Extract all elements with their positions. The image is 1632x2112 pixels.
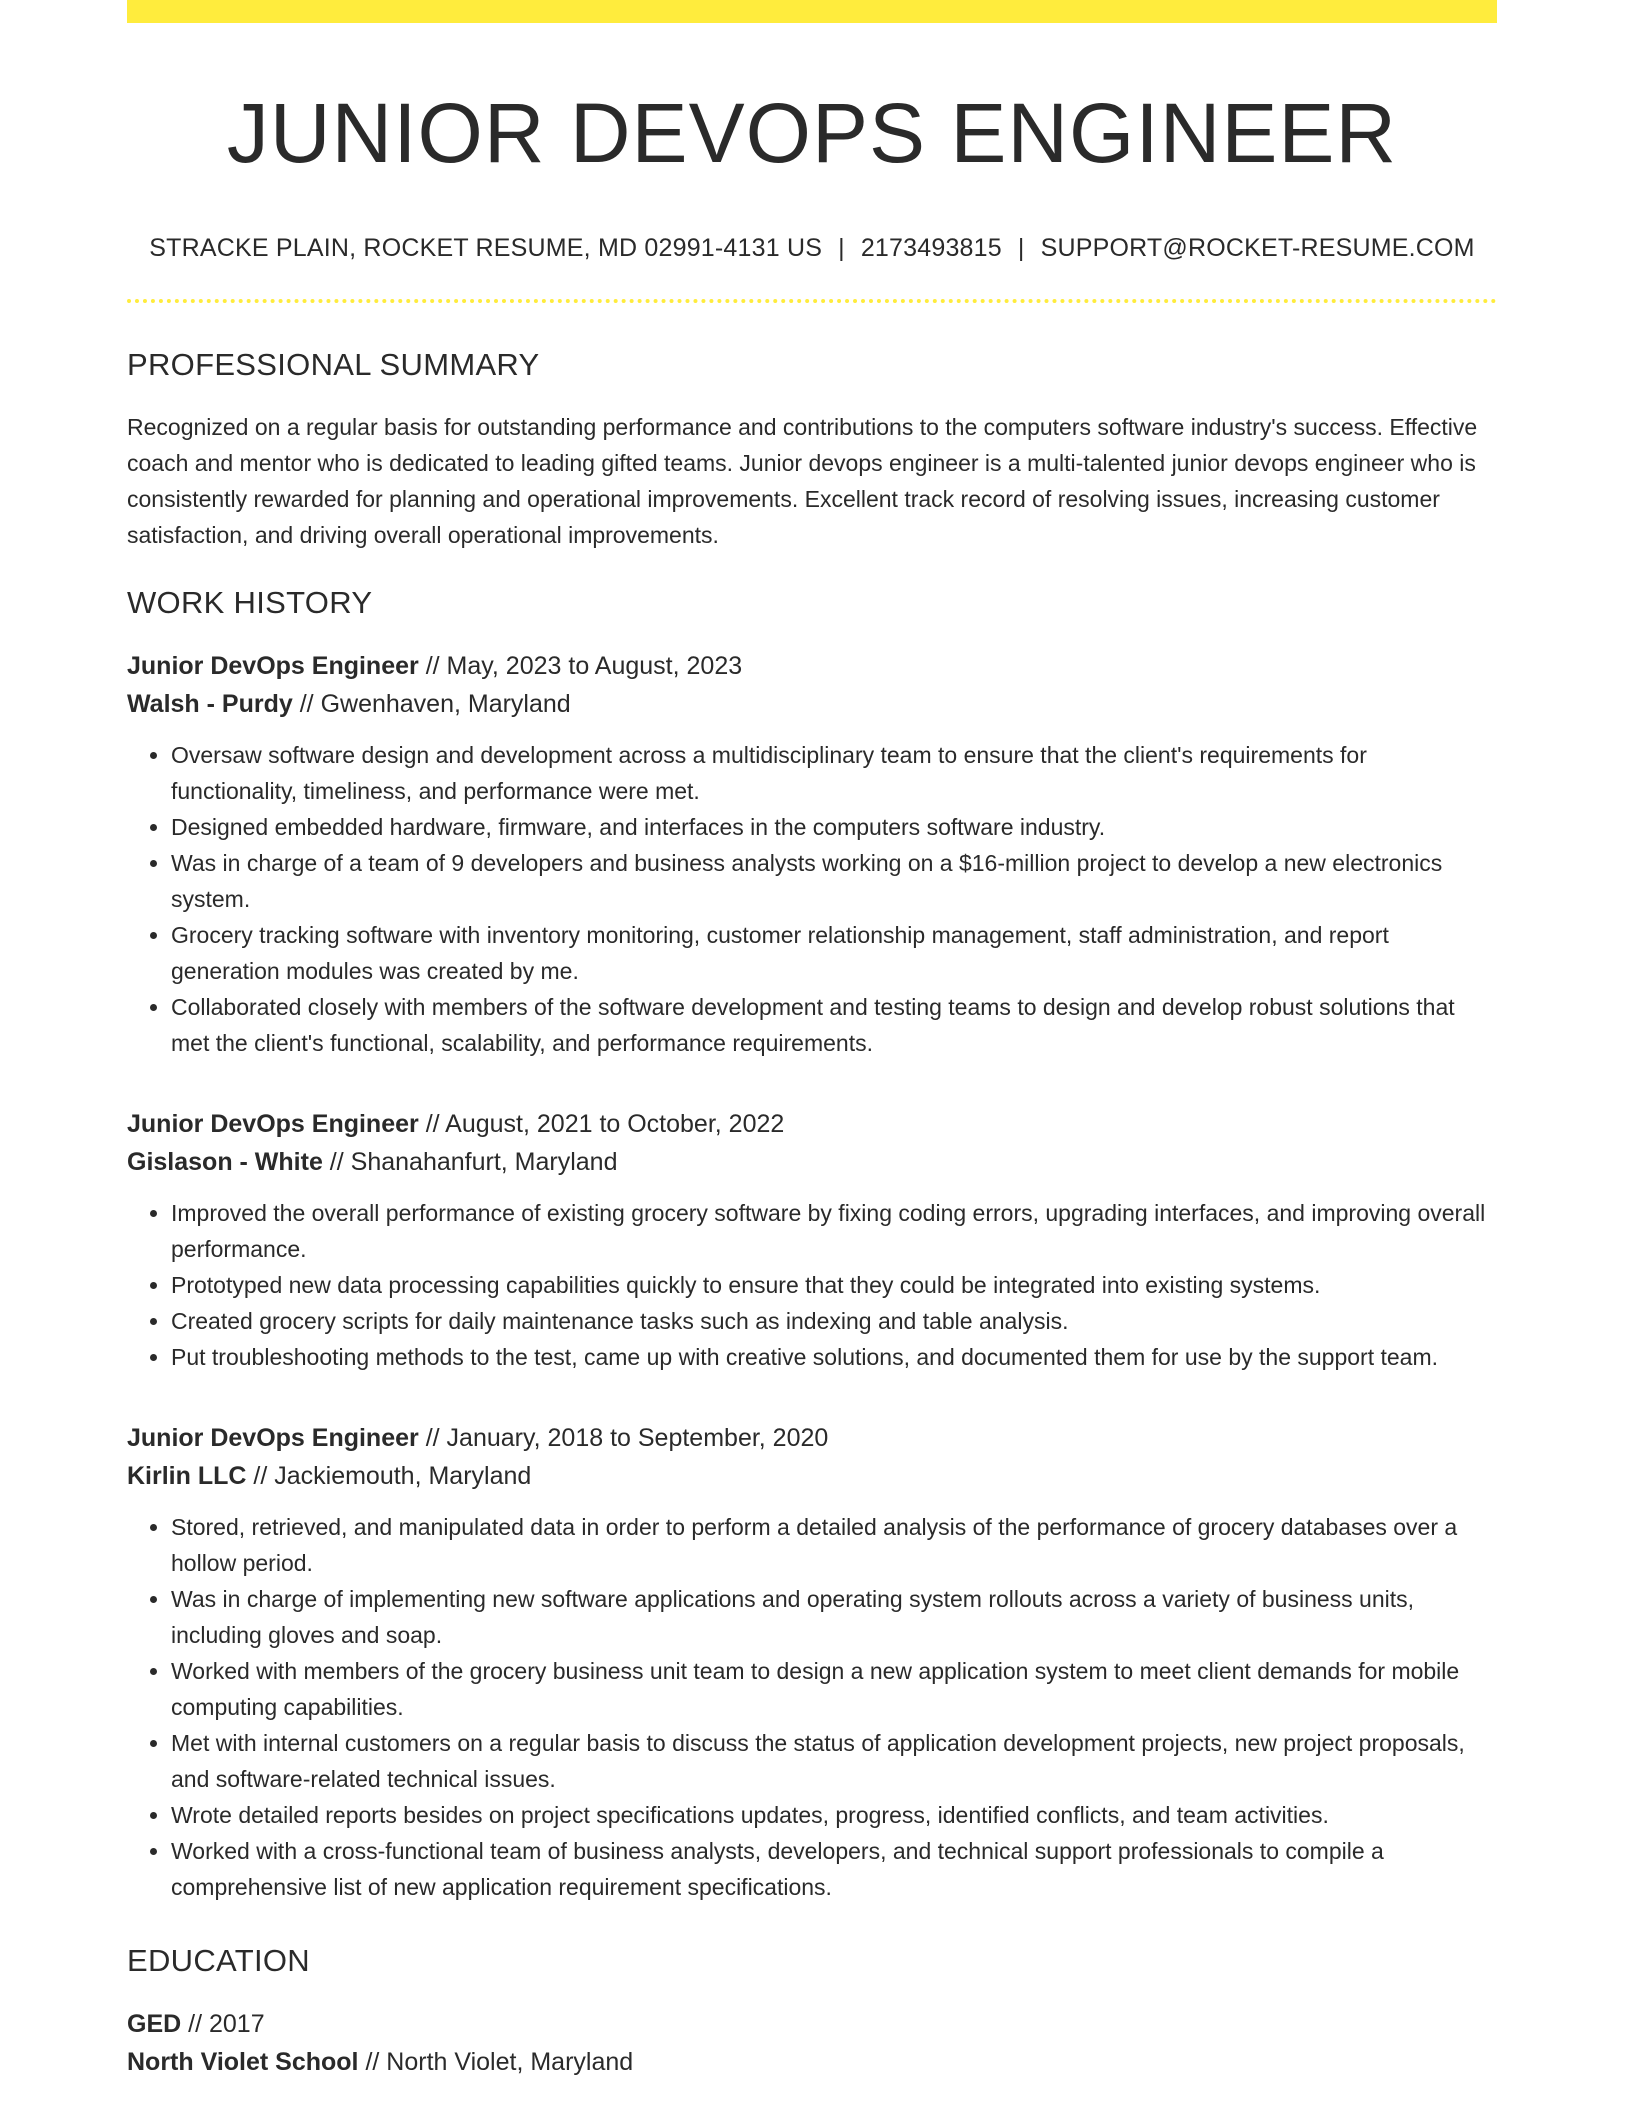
education-school: North Violet School <box>127 2047 359 2076</box>
job-entry <box>127 1105 1497 1375</box>
delimiter: // <box>322 1147 351 1176</box>
list-item: • Prototyped new data processing capabilities quickly to ensure that they could be integrated into existing systems. <box>171 1267 1497 1303</box>
contact-email: SUPPORT@ROCKET-RESUME.COM <box>1040 233 1475 262</box>
contact-phone: 2173493815 <box>860 233 1002 262</box>
job-location: Jackiemouth, Maryland <box>274 1461 532 1490</box>
top-accent-bar <box>127 0 1497 23</box>
list-item: • Met with internal customers on a regular basis to discuss the status of application development projects, new project proposals, and software-related technical issues. <box>171 1725 1497 1797</box>
education-school-line <box>127 2043 1497 2081</box>
section-title-education: EDUCATION <box>127 1942 310 1978</box>
list-item: • Put troubleshooting methods to the test, came up with creative solutions, and documented them for use by the support team. <box>171 1339 1497 1375</box>
delimiter: // <box>418 1109 446 1138</box>
job-company: Walsh - Purdy <box>127 689 293 718</box>
job-role-line <box>127 647 1497 685</box>
contact-separator: | <box>1017 233 1025 262</box>
list-item: • Wrote detailed reports besides on project specifications updates, progress, identified conflicts, and team activities. <box>171 1797 1497 1833</box>
job-company-line <box>127 1143 1497 1181</box>
resume-page <box>127 0 1497 2081</box>
job-bullets <box>127 1195 1497 1375</box>
job-dates: May, 2023 to August, 2023 <box>446 651 743 680</box>
list-item: • Grocery tracking software with inventory monitoring, customer relationship management, staff administration, and report generation modules was created by me. <box>171 917 1497 989</box>
list-item: • Was in charge of a team of 9 developers and business analysts working on a $16-million project to develop a new electronics system. <box>171 845 1497 917</box>
job-entry <box>127 1419 1497 1905</box>
list-item: • Worked with a cross-functional team of business analysts, developers, and technical support professionals to compile a comprehensive list of new application requirement specifications. <box>171 1833 1497 1905</box>
education-year: 2017 <box>208 2009 265 2038</box>
dotted-divider <box>127 299 1497 303</box>
job-role: Junior DevOps Engineer <box>127 1423 419 1452</box>
delimiter: // <box>181 2009 209 2038</box>
job-location: Gwenhaven, Maryland <box>320 689 571 718</box>
list-item: • Stored, retrieved, and manipulated data in order to perform a detailed analysis of the performance of grocery databases over a hollow period. <box>171 1509 1497 1581</box>
list-item: • Was in charge of implementing new software applications and operating system rollouts across a variety of business units, including gloves and soap. <box>171 1581 1497 1653</box>
delimiter: // <box>246 1461 275 1490</box>
job-company: Kirlin LLC <box>127 1461 247 1490</box>
list-item: • Collaborated closely with members of the software development and testing teams to design and develop robust solutions that met the client's functional, scalability, and performance requirements. <box>171 989 1497 1061</box>
summary-text: Recognized on a regular basis for outstanding performance and contributions to the computers software industry's success. Effective coach and mentor who is dedicated to leading gifted teams. Junior devops engineer is a multi-talented junior devops engineer who is consistently rewarded for planning and operational improvements. Excellent track record of resolving issues, increasing customer satisfaction, and driving overall operational improvements. <box>127 413 1478 548</box>
list-item: • Worked with members of the grocery business unit team to design a new application system to meet client demands for mobile computing capabilities. <box>171 1653 1497 1725</box>
education-location: North Violet, Maryland <box>386 2047 634 2076</box>
job-role: Junior DevOps Engineer <box>127 651 419 680</box>
list-item: • Improved the overall performance of existing grocery software by fixing coding errors, upgrading interfaces, and improving overall performance. <box>171 1195 1497 1267</box>
delimiter: // <box>292 689 321 718</box>
contact-address: STRACKE PLAIN, ROCKET RESUME, MD 02991-4131 US <box>149 233 823 262</box>
section-title-work-history: WORK HISTORY <box>127 584 373 620</box>
job-company-line <box>127 685 1497 723</box>
job-role: Junior DevOps Engineer <box>127 1109 419 1138</box>
section-title-summary: PROFESSIONAL SUMMARY <box>127 346 540 382</box>
contact-line <box>127 234 1497 263</box>
education-degree-line <box>127 2005 1497 2043</box>
delimiter: // <box>358 2047 387 2076</box>
delimiter: // <box>418 1423 447 1452</box>
job-role-line <box>127 1105 1497 1143</box>
job-company: Gislason - White <box>127 1147 323 1176</box>
education-entry <box>127 2005 1497 2081</box>
job-entry <box>127 647 1497 1061</box>
job-bullets <box>127 737 1497 1061</box>
contact-separator: | <box>838 233 845 262</box>
candidate-title: JUNIOR DEVOPS ENGINEER <box>226 86 1398 180</box>
list-item: • Created grocery scripts for daily maintenance tasks such as indexing and table analysis. <box>171 1303 1497 1339</box>
job-bullets <box>127 1509 1497 1905</box>
list-item: • Designed embedded hardware, firmware, and interfaces in the computers software industry. <box>171 809 1497 845</box>
job-dates: January, 2018 to September, 2020 <box>446 1423 829 1452</box>
job-role-line <box>127 1419 1497 1457</box>
delimiter: // <box>418 651 447 680</box>
education-degree: GED <box>127 2009 182 2038</box>
list-item: • Oversaw software design and development across a multidisciplinary team to ensure that the client's requirements for functionality, timeliness, and performance were met. <box>171 737 1497 809</box>
job-location: Shanahanfurt, Maryland <box>350 1147 618 1176</box>
job-company-line <box>127 1457 1497 1495</box>
job-dates: August, 2021 to October, 2022 <box>445 1109 785 1138</box>
